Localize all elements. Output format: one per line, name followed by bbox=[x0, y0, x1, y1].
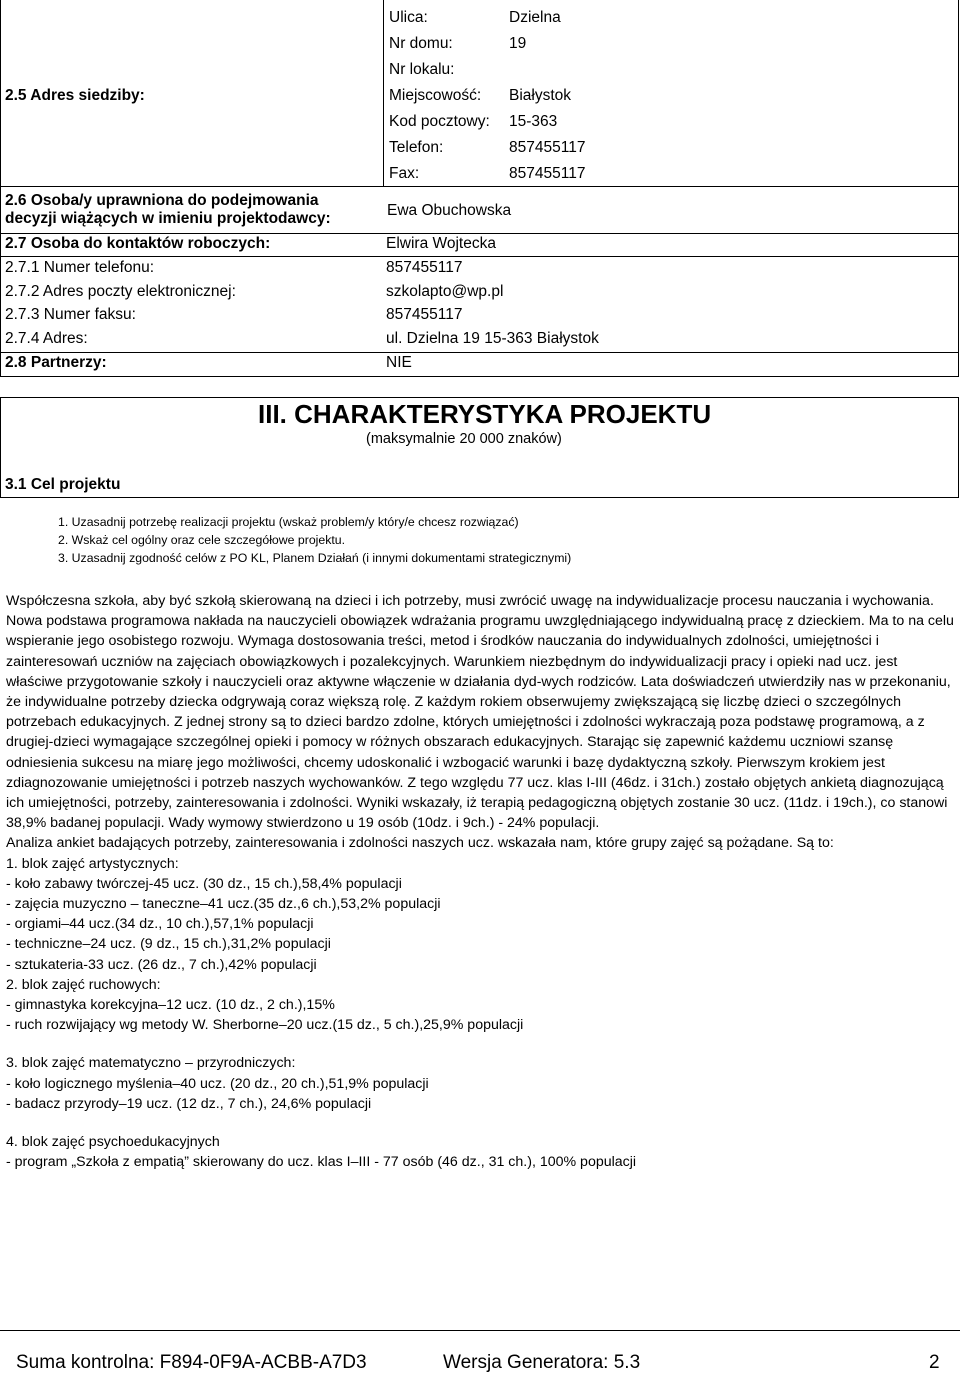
footer-version: Wersja Generatora: 5.3 bbox=[443, 1352, 641, 1373]
block-1-item: - techniczne–24 ucz. (9 dz., 15 ch.),31,2% populacji bbox=[6, 936, 331, 953]
block-4-item: - program „Szkoła z empatią” skierowany do ucz. klas I–III - 77 osób (46 dz., 31 ch.), 100% populacji bbox=[6, 1154, 637, 1171]
spacer bbox=[6, 1035, 956, 1053]
divider-2-5 bbox=[0, 186, 959, 187]
instruction-3: 3. Uzasadnij zgodność celów z PO KL, Planem Działań (i innymi dokumentami strategicznymi) bbox=[58, 551, 572, 565]
divider-bottom bbox=[0, 376, 959, 377]
project-goal-label: 3.1 Cel projektu bbox=[5, 476, 121, 493]
city-value: Białystok bbox=[509, 87, 572, 104]
block-4-title: 4. blok zajęć psychoedukacyjnych bbox=[6, 1134, 220, 1151]
fax-value: 857455117 bbox=[509, 165, 586, 182]
instruction-1: 1. Uzasadnij potrzebę realizacji projektu (wskaż problem/y który/e chcesz rozwiązać) bbox=[58, 515, 519, 529]
fax-label: Fax: bbox=[389, 165, 420, 182]
section-2-6-label-line1: 2.6 Osoba/y uprawniona do podejmowania bbox=[5, 192, 319, 209]
contact-email-label: 2.7.2 Adres poczty elektronicznej: bbox=[5, 283, 236, 300]
block-1-item: - orgiami–44 ucz.(34 dz., 10 ch.),57,1% populacji bbox=[6, 916, 314, 933]
contact-person-label: 2.7 Osoba do kontaktów roboczych: bbox=[5, 235, 271, 252]
authorized-person-value: Ewa Obuchowska bbox=[387, 202, 512, 219]
block-2-item: - gimnastyka korekcyjna–12 ucz. (10 dz., 2 ch.),15% bbox=[6, 997, 335, 1014]
phone-value: 857455117 bbox=[509, 139, 586, 156]
block-3-item: - badacz przyrody–19 ucz. (12 dz., 7 ch.), 24,6% populacji bbox=[6, 1095, 372, 1112]
contact-person-value: Elwira Wojtecka bbox=[386, 235, 496, 252]
block-1-item: - koło zabawy twórczej-45 ucz. (30 dz., 15 ch.),58,4% populacji bbox=[6, 875, 402, 892]
section-3-box-bottom bbox=[0, 497, 959, 498]
block-1-item: - sztukateria-33 ucz. (26 dz., 7 ch.),42% populacji bbox=[6, 956, 317, 973]
block-2-title: 2. blok zajęć ruchowych: bbox=[6, 976, 161, 993]
apartment-label: Nr lokalu: bbox=[389, 61, 455, 78]
left-border bbox=[0, 0, 1, 377]
intro-paragraph: Współczesna szkoła, aby być szkołą skierowaną na dzieci i ich potrzeby, musi zwrócić uwagę na indywidualizacje procesu nauczania i wychowania. Nowa podstawa programowa nakłada na nauczycieli obowiązek wdrażania programu uwzględniającego indywidualną pracę z dzieckiem. Ma to na celu wspieranie jego osobistego rozwoju. Wymaga dostosowania treści, metod i środków nauczania do indywidualnych zdolności, umiejętności i zainteresowań uczniów na zajęciach obowiązkowych i pozalekcyjnych. Warunkiem niezbędnym do indywidualizacji pracy i opieki nad ucz. jest właściwe przygotowanie szkoły i nauczycieli oraz aktywne włączenie w działania dyd-wych rodziców. Lata doświadczeń utwierdziły nas w przekonaniu, że indywidualne potrzeby dziecka odgrywają coraz większą rolę. Z każdym rokiem obserwujemy zwiększającą się liczbę dzieci o szczególnych potrzebach edukacyjnych. Z jednej strony są to dzieci bardzo zdolne, których umiejętności i zdolności wykraczają poza podstawę programową, a z drugiej-dzieci wymagające szczególnej opieki i pomocy w różnych obszarach edukacyjnych. Starając się zapewnić każdemu uczniowi szansę odniesienia sukcesu na miarę jego możliwości, chcemy udoskonalić i wzbogacić warunki i bazę dydaktyczną szkoły. Pierwszym krokiem jest zdiagnozowanie umiejętności i potrzeb naszych wychowanków. Z tego względu 77 ucz. klas I-III (46dz. i 31ch.) zostało objętych ankietą diagnozującą ich umiejętności, potrzeby, zainteresowania i zdolności. Wyniki wskazały, iż terapią pedagogiczną objętych zostanie 30 ucz. (11dz. i 19ch.), co stanowi 38,9% badanej populacji. Wady wymowy stwierdzono u 19 osób (10dz. i 9ch.) - 24% populacji. bbox=[6, 593, 954, 832]
street-value: Dzielna bbox=[509, 9, 561, 26]
section-3-subtitle: (maksymalnie 20 000 znaków) bbox=[366, 431, 562, 447]
section-3-box-top bbox=[0, 397, 959, 398]
block-2-item: - ruch rozwijający wg metody W. Sherborne–20 ucz.(15 dz., 5 ch.),25,9% populacji bbox=[6, 1017, 524, 1034]
block-1-title: 1. blok zajęć artystycznych: bbox=[6, 855, 179, 872]
city-label: Miejscowość: bbox=[389, 87, 482, 104]
postal-code-value: 15-363 bbox=[509, 113, 558, 130]
divider-2-6 bbox=[0, 233, 959, 234]
project-description bbox=[6, 591, 956, 1172]
divider-2-8-top bbox=[0, 352, 959, 353]
footer-divider bbox=[0, 1330, 960, 1331]
section-3-box-right bbox=[958, 397, 959, 498]
contact-phone-value: 857455117 bbox=[386, 259, 463, 276]
address-column-divider bbox=[383, 0, 384, 187]
contact-address-label: 2.7.4 Adres: bbox=[5, 330, 88, 347]
contact-fax-label: 2.7.3 Numer faksu: bbox=[5, 306, 136, 323]
spacer bbox=[6, 1114, 956, 1132]
contact-phone-label: 2.7.1 Numer telefonu: bbox=[5, 259, 155, 276]
block-3-title: 3. blok zajęć matematyczno – przyrodniczych: bbox=[6, 1055, 296, 1072]
contact-email-value: szkolapto@wp.pl bbox=[386, 283, 504, 300]
footer-checksum: Suma kontrolna: F894-0F9A-ACBB-A7D3 bbox=[16, 1352, 367, 1373]
contact-fax-value: 857455117 bbox=[386, 306, 463, 323]
right-border bbox=[958, 0, 959, 377]
section-2-6-label-line2: decyzji wiążących w imieniu projektodawcy: bbox=[5, 210, 331, 227]
postal-code-label: Kod pocztowy: bbox=[389, 113, 490, 130]
block-3-item: - koło logicznego myślenia–40 ucz. (20 dz., 20 ch.),51,9% populacji bbox=[6, 1075, 429, 1092]
partners-label: 2.8 Partnerzy: bbox=[5, 354, 107, 371]
partners-value: NIE bbox=[386, 354, 412, 371]
phone-label: Telefon: bbox=[389, 139, 444, 156]
section-2-5-label: 2.5 Adres siedziby: bbox=[5, 87, 145, 104]
street-label: Ulica: bbox=[389, 9, 428, 26]
divider-2-7 bbox=[0, 256, 959, 257]
analysis-paragraph: Analiza ankiet badających potrzeby, zainteresowania i zdolności naszych ucz. wskazała nam, które grupy zajęć są pożądane. Są to: bbox=[6, 835, 834, 852]
section-3-box-left bbox=[0, 397, 1, 498]
section-3-title: III. CHARAKTERYSTYKA PROJEKTU bbox=[258, 399, 712, 429]
house-number-label: Nr domu: bbox=[389, 35, 453, 52]
house-number-value: 19 bbox=[509, 35, 527, 52]
contact-address-value: ul. Dzielna 19 15-363 Białystok bbox=[386, 330, 599, 347]
footer-page-number: 2 bbox=[929, 1352, 940, 1373]
instruction-2: 2. Wskaż cel ogólny oraz cele szczegółowe projektu. bbox=[58, 533, 346, 547]
block-1-item: - zajęcia muzyczno – taneczne–41 ucz.(35 dz.,6 ch.),53,2% populacji bbox=[6, 896, 441, 913]
